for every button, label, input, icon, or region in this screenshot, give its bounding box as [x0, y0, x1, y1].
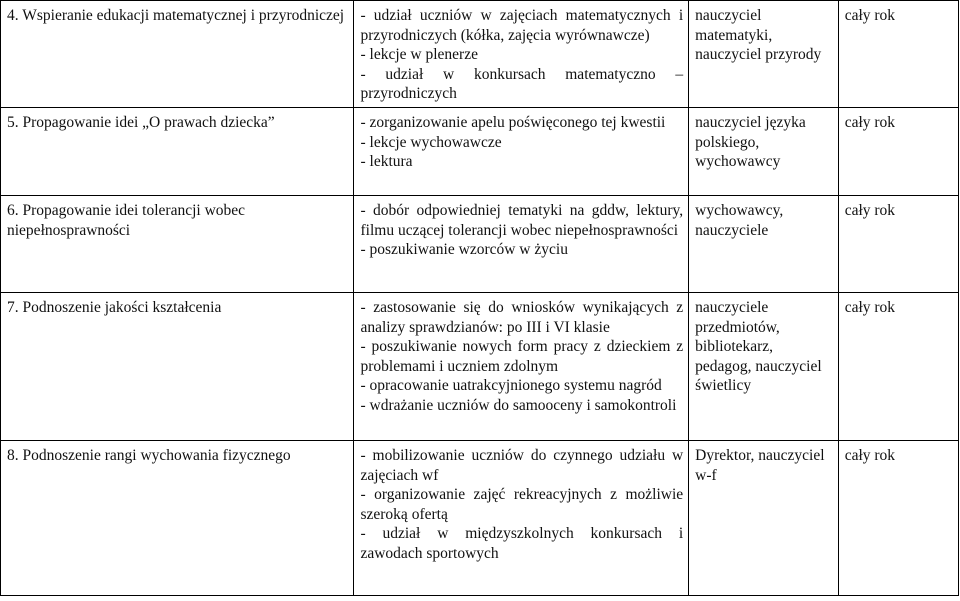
task-deadline-cell	[838, 108, 958, 196]
task-responsible: Dyrektor, nauczyciel w-f	[695, 447, 825, 484]
task-responsible-cell	[689, 196, 839, 293]
activity-item: - zastosowanie się do wniosków wynikających z analizy sprawdzianów: po III i VI klasie	[360, 299, 684, 336]
task-activities-cell	[354, 441, 689, 596]
task-activities-cell	[354, 1, 689, 108]
task-responsible: nauczyciel języka polskiego, wychowawcy	[695, 114, 806, 170]
task-deadline: cały rok	[844, 7, 896, 24]
task-name: 6. Propagowanie idei tolerancji wobec niepełnosprawności	[7, 202, 246, 239]
task-activities-cell	[354, 108, 689, 196]
task-responsible: wychowawcy, nauczyciele	[695, 202, 784, 239]
activity-item: - lekcje w plenerze	[360, 46, 478, 63]
activity-item: - poszukiwanie nowych form pracy z dzieckiem z problemami i uczniem zdolnym	[360, 338, 684, 375]
task-deadline: cały rok	[844, 202, 896, 219]
table-row	[1, 196, 959, 293]
task-deadline-cell	[838, 441, 958, 596]
table-row	[1, 293, 959, 441]
task-deadline-cell	[838, 1, 958, 108]
task-name: 4. Wspieranie edukacji matematycznej i przyrodniczej	[7, 7, 345, 24]
activity-item: - lektura	[360, 153, 413, 170]
task-responsible-cell	[689, 441, 839, 596]
activity-item: - poszukiwanie wzorców w życiu	[360, 241, 568, 258]
activity-item: - udział w międzyszkolnych konkursach i zawodach sportowych	[360, 525, 684, 562]
task-name-cell	[1, 108, 354, 196]
task-responsible-cell	[689, 108, 839, 196]
task-name-cell	[1, 441, 354, 596]
activity-item: - mobilizowanie uczniów do czynnego udziału w zajęciach wf	[360, 447, 684, 484]
activity-item: - udział uczniów w zajęciach matematycznych i przyrodniczych (kółka, zajęcia wyrównawcze)	[360, 7, 684, 44]
task-activities-cell	[354, 293, 689, 441]
table-row	[1, 1, 959, 108]
activity-item: - dobór odpowiedniej tematyki na gddw, lektury, filmu uczącej tolerancji wobec niepełnosprawności	[360, 202, 684, 239]
task-name: 5. Propagowanie idei „O prawach dziecka”	[7, 114, 275, 131]
task-deadline: cały rok	[844, 447, 896, 464]
task-deadline: cały rok	[844, 299, 896, 316]
task-name: 7. Podnoszenie jakości kształcenia	[7, 299, 222, 316]
task-deadline-cell	[838, 293, 958, 441]
table-row	[1, 441, 959, 596]
task-name-cell	[1, 1, 354, 108]
task-deadline-cell	[838, 196, 958, 293]
task-name: 8. Podnoszenie rangi wychowania fizycznego	[7, 447, 291, 464]
task-name-cell	[1, 196, 354, 293]
task-responsible-cell	[689, 1, 839, 108]
activity-item: - udział w konkursach matematyczno – przyrodniczych	[360, 65, 684, 102]
task-responsible: nauczyciel matematyki, nauczyciel przyrody	[695, 7, 822, 63]
table-row	[1, 108, 959, 196]
activity-item: - lekcje wychowawcze	[360, 133, 502, 151]
task-deadline: cały rok	[844, 114, 896, 131]
activity-item: - organizowanie zajęć rekreacyjnych z możliwie szeroką ofertą	[360, 486, 684, 523]
task-activities-cell	[354, 196, 689, 293]
task-name-cell	[1, 293, 354, 441]
task-responsible-cell	[689, 293, 839, 441]
task-responsible: nauczyciele przedmiotów, bibliotekarz, pedagog, nauczyciel świetlicy	[695, 299, 822, 394]
activity-item: - wdrażanie uczniów do samooceny i samokontroli	[360, 396, 677, 414]
activity-item: - opracowanie uatrakcyjnionego systemu nagród	[360, 377, 662, 394]
activity-item: - zorganizowanie apelu poświęconego tej kwestii	[360, 114, 666, 131]
